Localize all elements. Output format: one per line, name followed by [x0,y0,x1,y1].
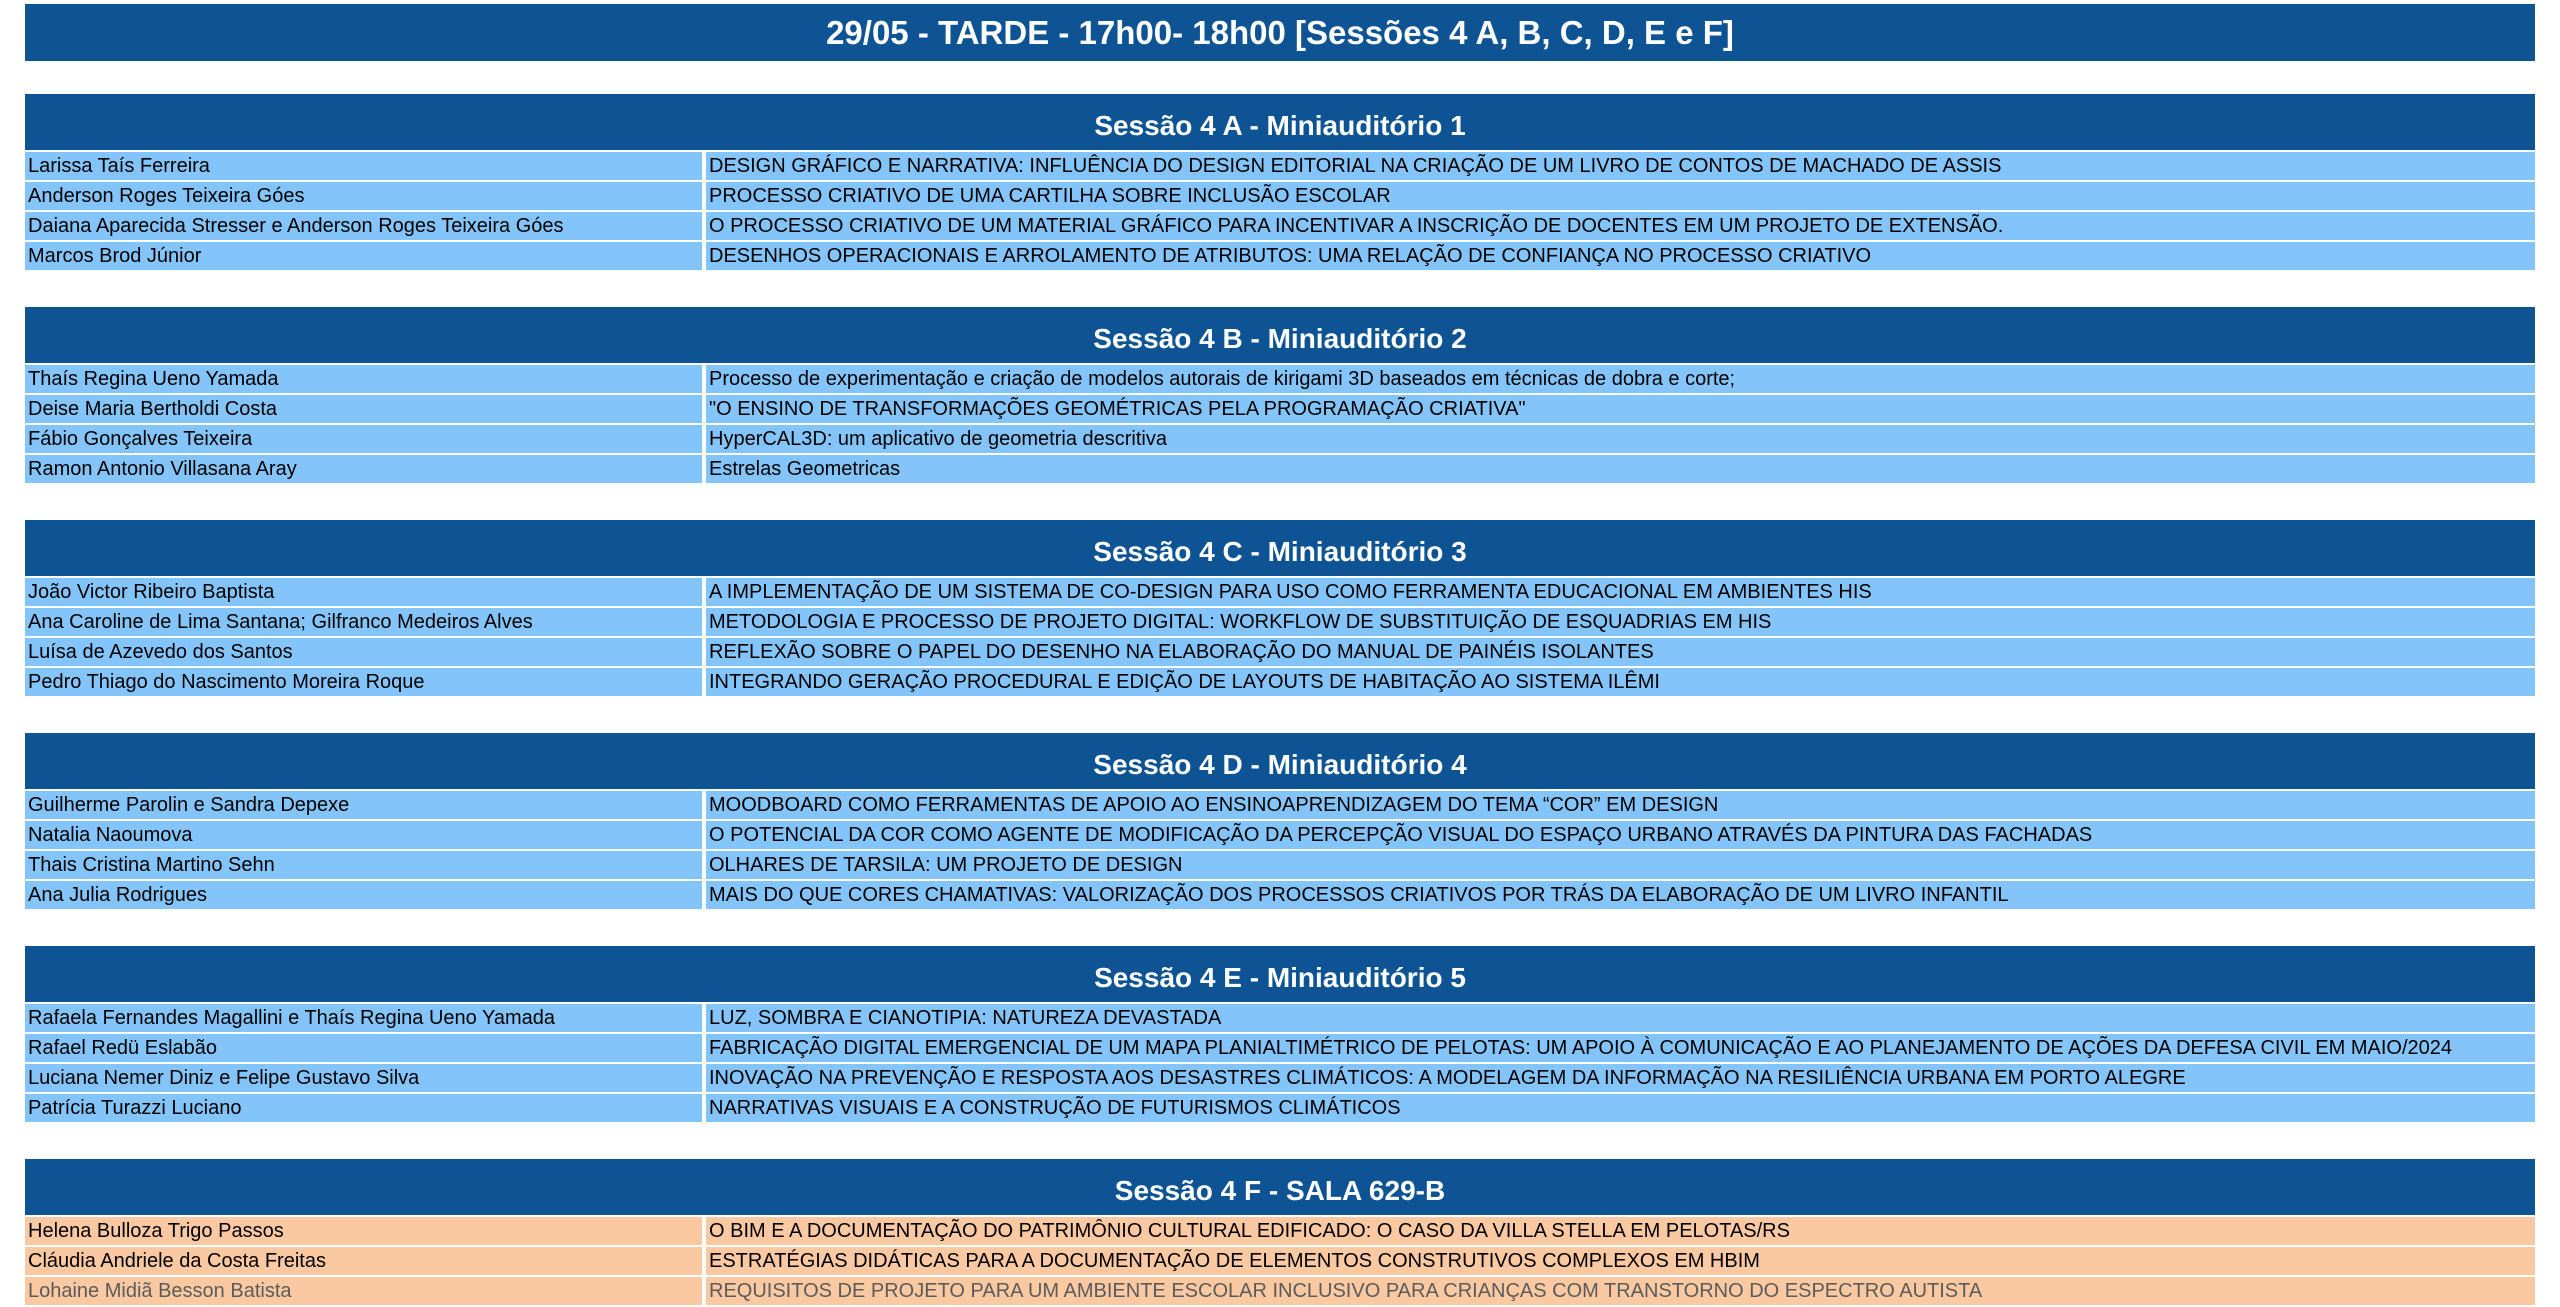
author-cell: Guilherme Parolin e Sandra Depexe [25,791,706,819]
title-cell: OLHARES DE TARSILA: UM PROJETO DE DESIGN [706,851,2535,879]
session-header: Sessão 4 F - SALA 629-B [25,1159,2535,1217]
title-cell: O POTENCIAL DA COR COMO AGENTE DE MODIFICAÇÃO DA PERCEPÇÃO VISUAL DO ESPAÇO URBANO ATRAVÉS DA PINTURA DAS FACHADAS [706,821,2535,849]
title-cell: FABRICAÇÃO DIGITAL EMERGENCIAL DE UM MAPA PLANIALTIMÉTRICO DE PELOTAS: UM APOIO À COMUNICAÇÃO E AO PLANEJAMENTO DE AÇÕES DA DEFESA CIVIL EM MAIO/2024 [706,1034,2535,1062]
author-cell: Patrícia Turazzi Luciano [25,1094,706,1122]
table-row [25,425,2535,455]
table-row [25,578,2535,608]
title-cell: DESENHOS OPERACIONAIS E ARROLAMENTO DE ATRIBUTOS: UMA RELAÇÃO DE CONFIANÇA NO PROCESSO CRIATIVO [706,242,2535,270]
session-4a [25,94,2535,272]
title-cell: LUZ, SOMBRA E CIANOTIPIA: NATUREZA DEVASTADA [706,1004,2535,1032]
author-cell: Deise Maria Bertholdi Costa [25,395,706,423]
table-row [25,395,2535,425]
author-cell: Marcos Brod Júnior [25,242,706,270]
author-cell: João Victor Ribeiro Baptista [25,578,706,606]
session-4e [25,946,2535,1124]
title-cell: INOVAÇÃO NA PREVENÇÃO E RESPOSTA AOS DESASTRES CLIMÁTICOS: A MODELAGEM DA INFORMAÇÃO NA RESILIÊNCIA URBANA EM PORTO ALEGRE [706,1064,2535,1092]
table-row [25,1094,2535,1124]
title-cell: MOODBOARD COMO FERRAMENTAS DE APOIO AO ENSINOAPRENDIZAGEM DO TEMA “COR” EM DESIGN [706,791,2535,819]
session-4d [25,733,2535,911]
table-row [25,1004,2535,1034]
author-cell: Luciana Nemer Diniz e Felipe Gustavo Silva [25,1064,706,1092]
author-cell: Anderson Roges Teixeira Góes [25,182,706,210]
title-cell: Estrelas Geometricas [706,455,2535,483]
title-cell: Processo de experimentação e criação de modelos autorais de kirigami 3D baseados em técnicas de dobra e corte; [706,365,2535,393]
table-row [25,365,2535,395]
table-row [25,182,2535,212]
session-header: Sessão 4 C - Miniauditório 3 [25,520,2535,578]
author-cell: Ana Caroline de Lima Santana; Gilfranco Medeiros Alves [25,608,706,636]
author-cell: Rafael Redü Eslabão [25,1034,706,1062]
title-cell: ESTRATÉGIAS DIDÁTICAS PARA A DOCUMENTAÇÃO DE ELEMENTOS CONSTRUTIVOS COMPLEXOS EM HBIM [706,1247,2535,1275]
table-row [25,152,2535,182]
table-row [25,821,2535,851]
table-row [25,1247,2535,1277]
table-row [25,851,2535,881]
table-row [25,212,2535,242]
table-row [25,455,2535,485]
session-header: Sessão 4 E - Miniauditório 5 [25,946,2535,1004]
title-cell: HyperCAL3D: um aplicativo de geometria descritiva [706,425,2535,453]
author-cell: Fábio Gonçalves Teixeira [25,425,706,453]
session-header: Sessão 4 A - Miniauditório 1 [25,94,2535,152]
session-4c [25,520,2535,698]
author-cell: Thais Cristina Martino Sehn [25,851,706,879]
session-4b [25,307,2535,485]
author-cell: Pedro Thiago do Nascimento Moreira Roque [25,668,706,696]
table-row [25,638,2535,668]
title-cell: REFLEXÃO SOBRE O PAPEL DO DESENHO NA ELABORAÇÃO DO MANUAL DE PAINÉIS ISOLANTES [706,638,2535,666]
author-cell: Luísa de Azevedo dos Santos [25,638,706,666]
table-row [25,1034,2535,1064]
session-header: Sessão 4 B - Miniauditório 2 [25,307,2535,365]
author-cell: Lohaine Midiã Besson Batista [25,1277,706,1305]
table-row [25,242,2535,272]
author-cell: Cláudia Andriele da Costa Freitas [25,1247,706,1275]
table-row [25,1277,2535,1307]
author-cell: Larissa Taís Ferreira [25,152,706,180]
page-title: 29/05 - TARDE - 17h00- 18h00 [Sessões 4 A, B, C, D, E e F] [25,4,2535,61]
title-cell: MAIS DO QUE CORES CHAMATIVAS: VALORIZAÇÃO DOS PROCESSOS CRIATIVOS POR TRÁS DA ELABORAÇÃO DE UM LIVRO INFANTIL [706,881,2535,909]
session-4f [25,1159,2535,1307]
title-cell: PROCESSO CRIATIVO DE UMA CARTILHA SOBRE INCLUSÃO ESCOLAR [706,182,2535,210]
table-row [25,608,2535,638]
author-cell: Ramon Antonio Villasana Aray [25,455,706,483]
session-header: Sessão 4 D - Miniauditório 4 [25,733,2535,791]
title-cell: "O ENSINO DE TRANSFORMAÇÕES GEOMÉTRICAS PELA PROGRAMAÇÃO CRIATIVA" [706,395,2535,423]
title-cell: METODOLOGIA E PROCESSO DE PROJETO DIGITAL: WORKFLOW DE SUBSTITUIÇÃO DE ESQUADRIAS EM HIS [706,608,2535,636]
table-row [25,791,2535,821]
table-row [25,1064,2535,1094]
title-cell: NARRATIVAS VISUAIS E A CONSTRUÇÃO DE FUTURISMOS CLIMÁTICOS [706,1094,2535,1122]
title-cell: REQUISITOS DE PROJETO PARA UM AMBIENTE ESCOLAR INCLUSIVO PARA CRIANÇAS COM TRANSTORNO DO ESPECTRO AUTISTA [706,1277,2535,1305]
author-cell: Helena Bulloza Trigo Passos [25,1217,706,1245]
title-cell: O PROCESSO CRIATIVO DE UM MATERIAL GRÁFICO PARA INCENTIVAR A INSCRIÇÃO DE DOCENTES EM UM PROJETO DE EXTENSÃO. [706,212,2535,240]
author-cell: Rafaela Fernandes Magallini e Thaís Regina Ueno Yamada [25,1004,706,1032]
title-cell: O BIM E A DOCUMENTAÇÃO DO PATRIMÔNIO CULTURAL EDIFICADO: O CASO DA VILLA STELLA EM PELOTAS/RS [706,1217,2535,1245]
title-cell: DESIGN GRÁFICO E NARRATIVA: INFLUÊNCIA DO DESIGN EDITORIAL NA CRIAÇÃO DE UM LIVRO DE CONTOS DE MACHADO DE ASSIS [706,152,2535,180]
title-cell: INTEGRANDO GERAÇÃO PROCEDURAL E EDIÇÃO DE LAYOUTS DE HABITAÇÃO AO SISTEMA ILÊMI [706,668,2535,696]
author-cell: Daiana Aparecida Stresser e Anderson Roges Teixeira Góes [25,212,706,240]
table-row [25,1217,2535,1247]
title-cell: A IMPLEMENTAÇÃO DE UM SISTEMA DE CO-DESIGN PARA USO COMO FERRAMENTA EDUCACIONAL EM AMBIENTES HIS [706,578,2535,606]
author-cell: Thaís Regina Ueno Yamada [25,365,706,393]
table-row [25,881,2535,911]
author-cell: Ana Julia Rodrigues [25,881,706,909]
author-cell: Natalia Naoumova [25,821,706,849]
table-row [25,668,2535,698]
